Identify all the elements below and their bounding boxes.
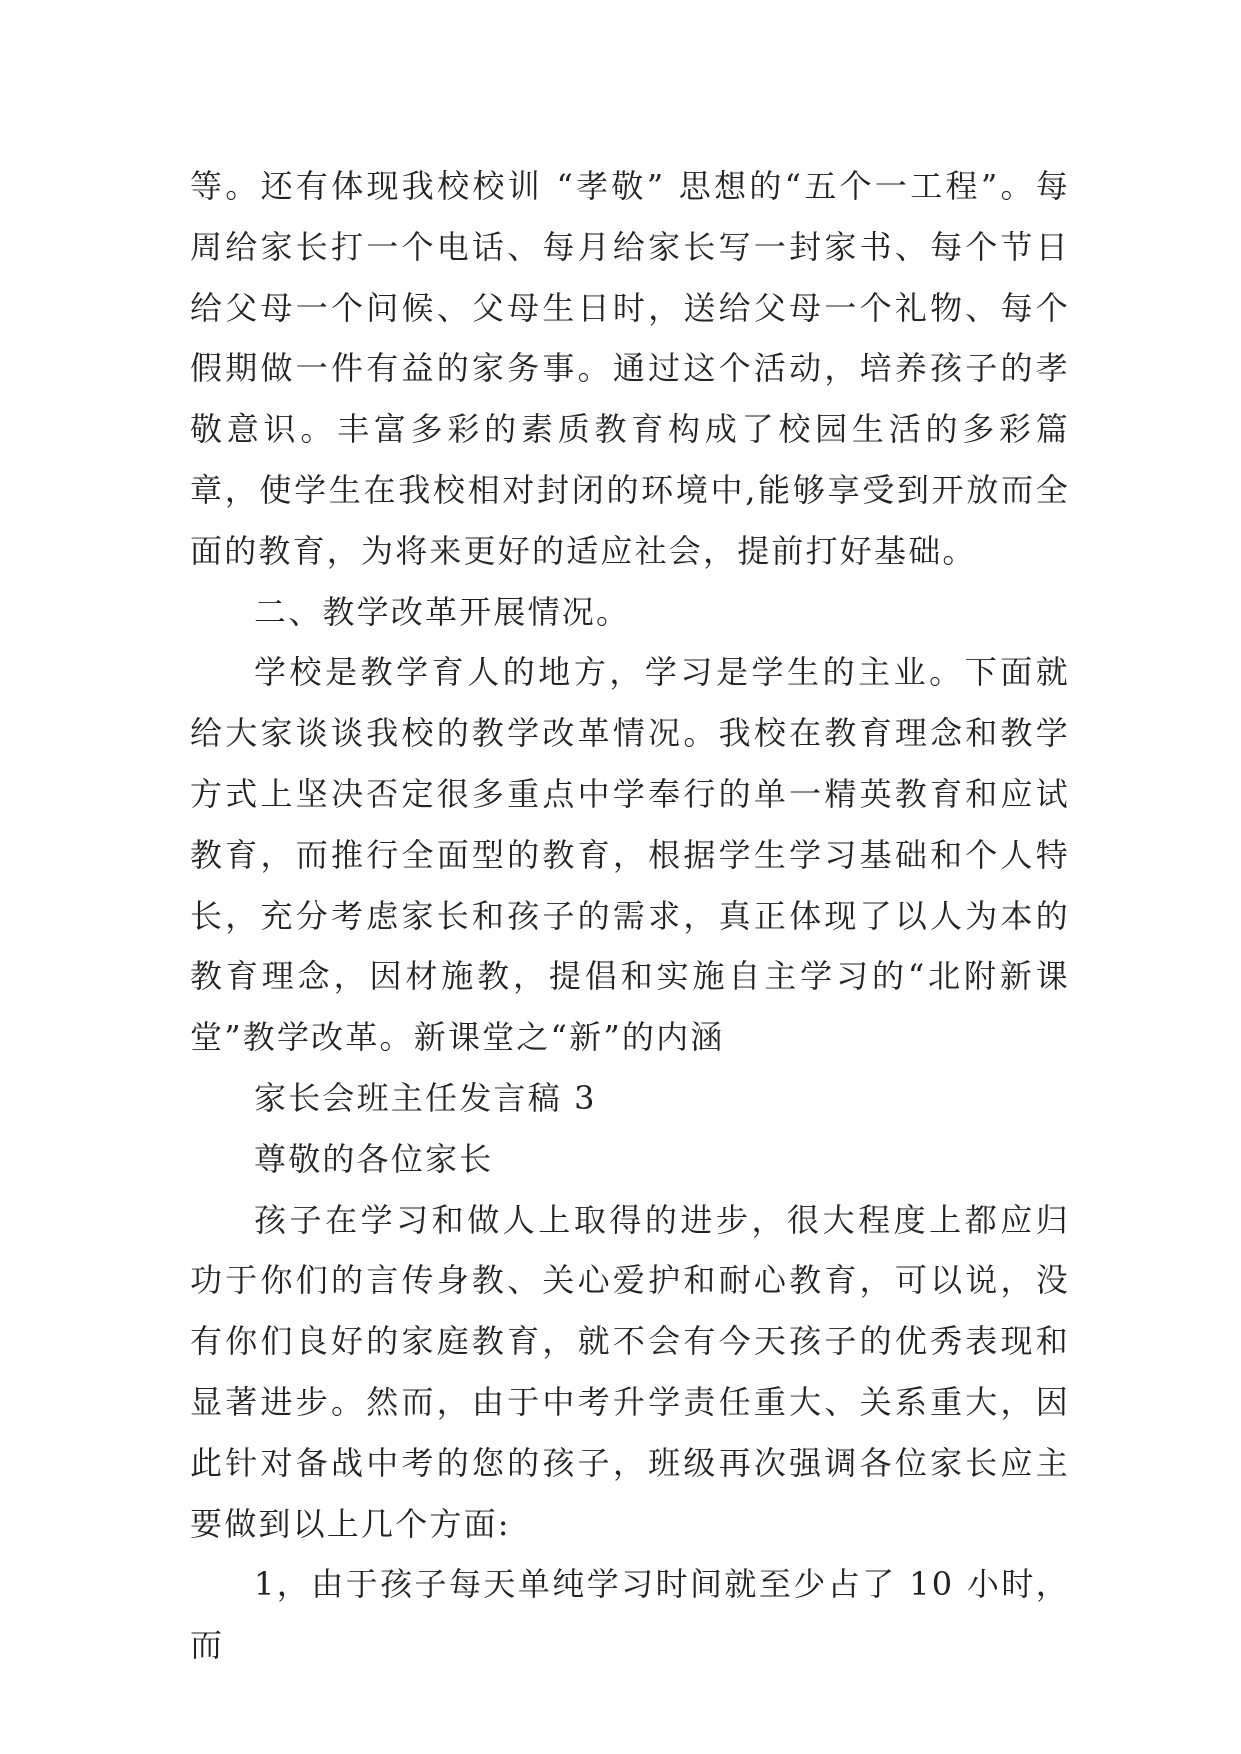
- paragraph-teaching-reform: 学校是教学育人的地方，学习是学生的主业。下面就给大家谈谈我校的教学改革情况。我校在教育理念和教学方式上坚决否定很多重点中学奉行的单一精英教育和应试教育，而推行全面型的教育，根据学生学习基础和个人特长，充分考虑家长和孩子的需求，真正体现了以人为本的教育理念，因材施教，提倡和实施自主学习的“北附新课堂”教学改革。新课堂之“新”的内涵: [190, 653, 1070, 1057]
- speech-title: 家长会班主任发言稿 3: [254, 1078, 597, 1117]
- list-item-1: 1，由于孩子每天单纯学习时间就至少占了 10 小时，而: [190, 1565, 1070, 1665]
- salutation: 尊敬的各位家长: [254, 1139, 494, 1178]
- paragraph-five-ones-project: 等。还有体现我校校训 “孝敬” 思想的“五个一工程”。每周给家长打一个电话、每月给家长写一封家书、每个节日给父母一个问候、父母生日时，送给父母一个礼物、每个假期做一件有益的家务事。通过这个活动，培养孩子的孝敬意识。丰富多彩的素质教育构成了校园生活的多彩篇章，使学生在我校相对封闭的环境中,能够享受到开放而全面的教育，为将来更好的适应社会，提前打好基础。: [190, 167, 1070, 570]
- section-heading-teaching-reform: 二、教学改革开展情况。: [254, 592, 631, 631]
- paragraph-parents-credit: 孩子在学习和做人上取得的进步，很大程度上都应归功于你们的言传身教、关心爱护和耐心教育，可以说，没有你们良好的家庭教育，就不会有今天孩子的优秀表现和显著进步。然而，由于中考升学责任重大、关系重大，因此针对备战中考的您的孩子，班级再次强调各位家长应主要做到以上几个方面:: [190, 1200, 1070, 1543]
- document-body: [190, 156, 1070, 1676]
